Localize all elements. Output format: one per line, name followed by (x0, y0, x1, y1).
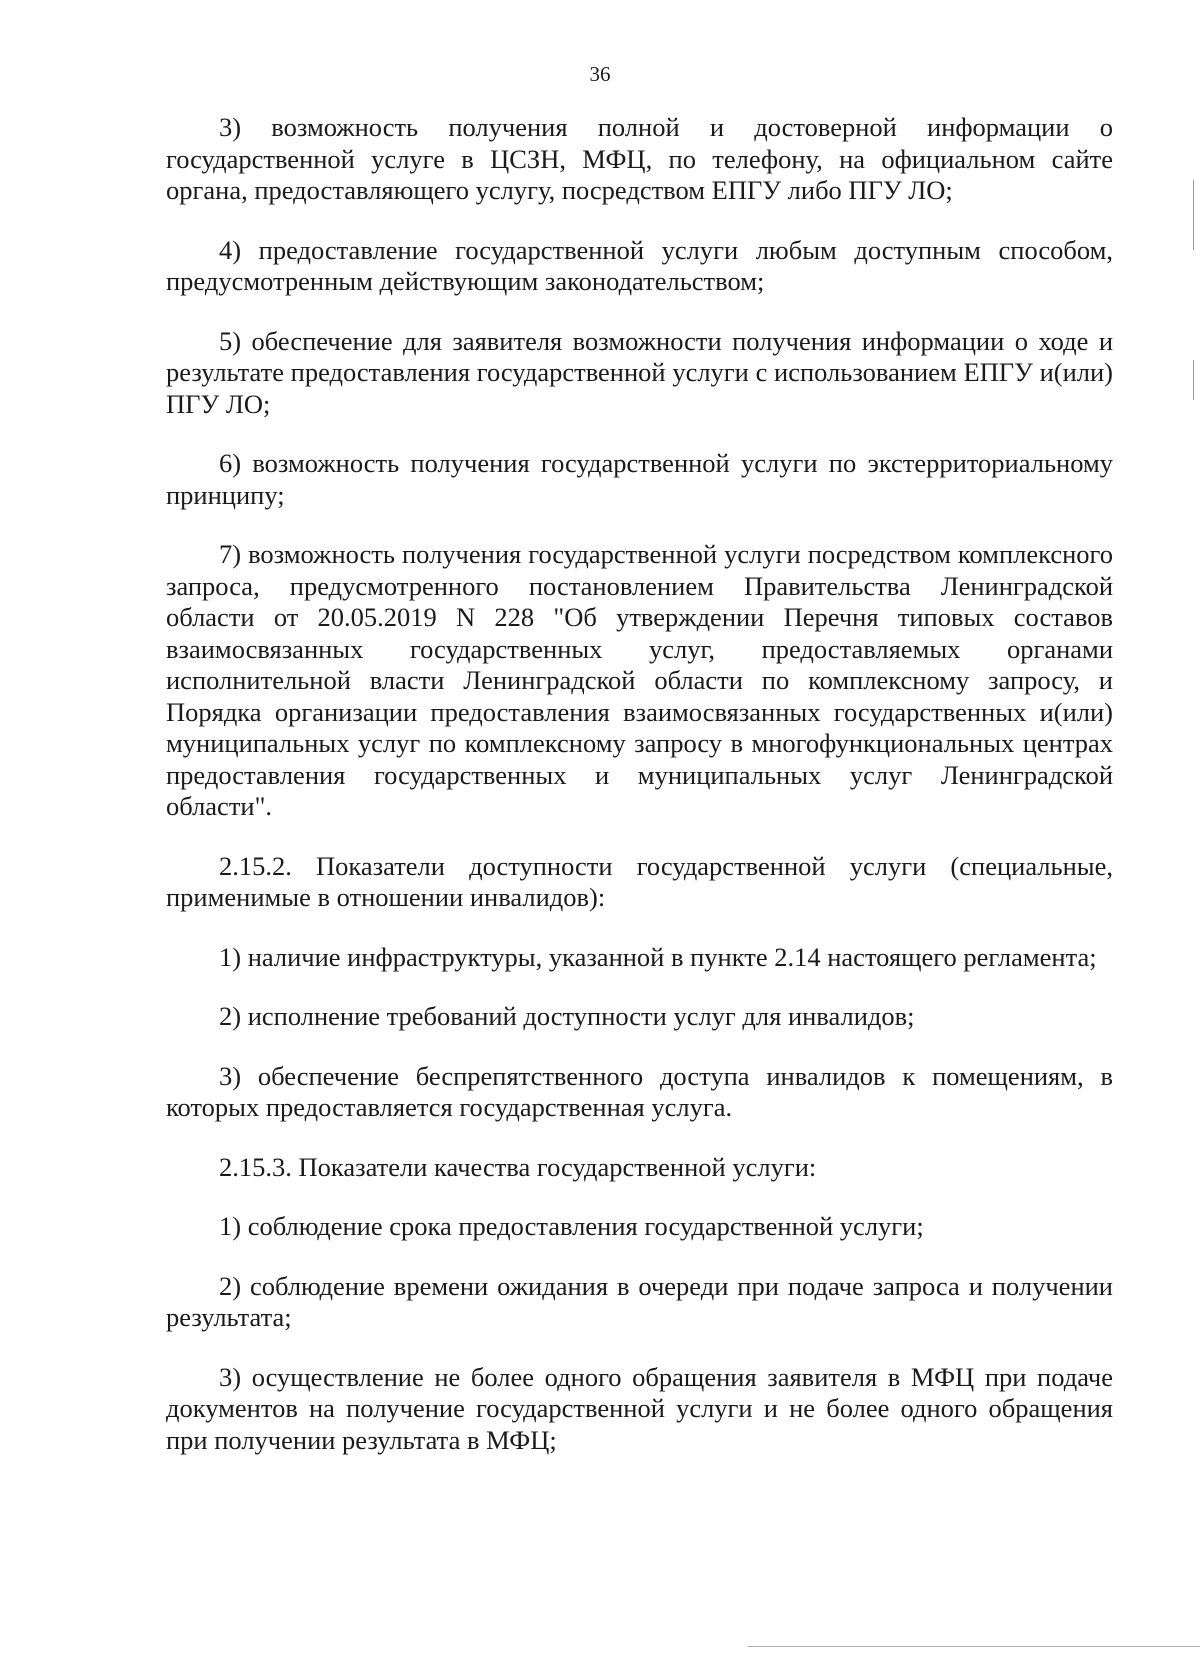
paragraph-accessibility-1: 1) наличие инфраструктуры, указанной в пункте 2.14 настоящего регламента; (219, 941, 1097, 972)
paragraph-accessibility-2: 2) исполнение требований доступности услуг для инвалидов; (219, 1001, 915, 1031)
paragraph-item-6-extraterritorial: 6) возможность получения государственной услуги по экстерриториальному принципу; (166, 448, 1113, 510)
paragraph-item-7-complex-request: 7) возможность получения государственной услуги посредством комплексного запроса, предусмотренного постановлением Правительства Ленинградской области от 20.05.2019 N 228 "Об утверждении Перечня типовых составов взаимосвязанных государственных услуг, предоставляемых органами исполнительной власти Ленинградской области по комплексному запросу, и Порядка организации предоставления взаимосвязанных государственных и(или) муниципальных услуг по комплексному запросу в многофункциональных центрах предоставления государственных и муниципальных услуг Ленинградской области". (166, 539, 1113, 821)
page-number: 36 (589, 62, 611, 86)
document-body (166, 112, 1113, 1456)
paragraph-item-4-any-method: 4) предоставление государственной услуги любым доступным способом, предусмотренным действующим законодательством; (166, 234, 1113, 296)
scan-edge-mark (1193, 180, 1194, 250)
paragraph-item-5-progress-info: 5) обеспечение для заявителя возможности получения информации о ходе и результате предоставления государственной услуги с использованием ЕПГУ и(или) ПГУ ЛО; (166, 325, 1113, 419)
paragraph-quality-1: 1) соблюдение срока предоставления государственной услуги; (219, 1211, 924, 1241)
section-heading-2-15-3: 2.15.3. Показатели качества государственной услуги: (219, 1151, 817, 1182)
scan-edge-mark (1193, 360, 1194, 400)
paragraph-quality-2: 2) соблюдение времени ожидания в очереди при подаче запроса и получении результата; (166, 1270, 1113, 1332)
section-heading-2-15-2: 2.15.2. Показатели доступности государственной услуги (специальные, применимые в отношении инвалидов): (166, 850, 1113, 912)
scan-bottom-line (748, 1646, 1200, 1647)
paragraph-item-3-info: 3) возможность получения полной и достоверной информации о государственной услуге в ЦСЗН, МФЦ, по телефону, на официальном сайте органа, предоставляющего услугу, посредством ЕПГУ либо ПГУ ЛО; (166, 112, 1113, 205)
paragraph-accessibility-3: 3) обеспечение беспрепятственного доступа инвалидов к помещениям, в которых предоставляется государственная услуга. (166, 1060, 1113, 1122)
paragraph-quality-3: 3) осуществление не более одного обращения заявителя в МФЦ при подаче документов на получение государственной услуги и не более одного обращения при получении результата в МФЦ; (166, 1361, 1113, 1455)
